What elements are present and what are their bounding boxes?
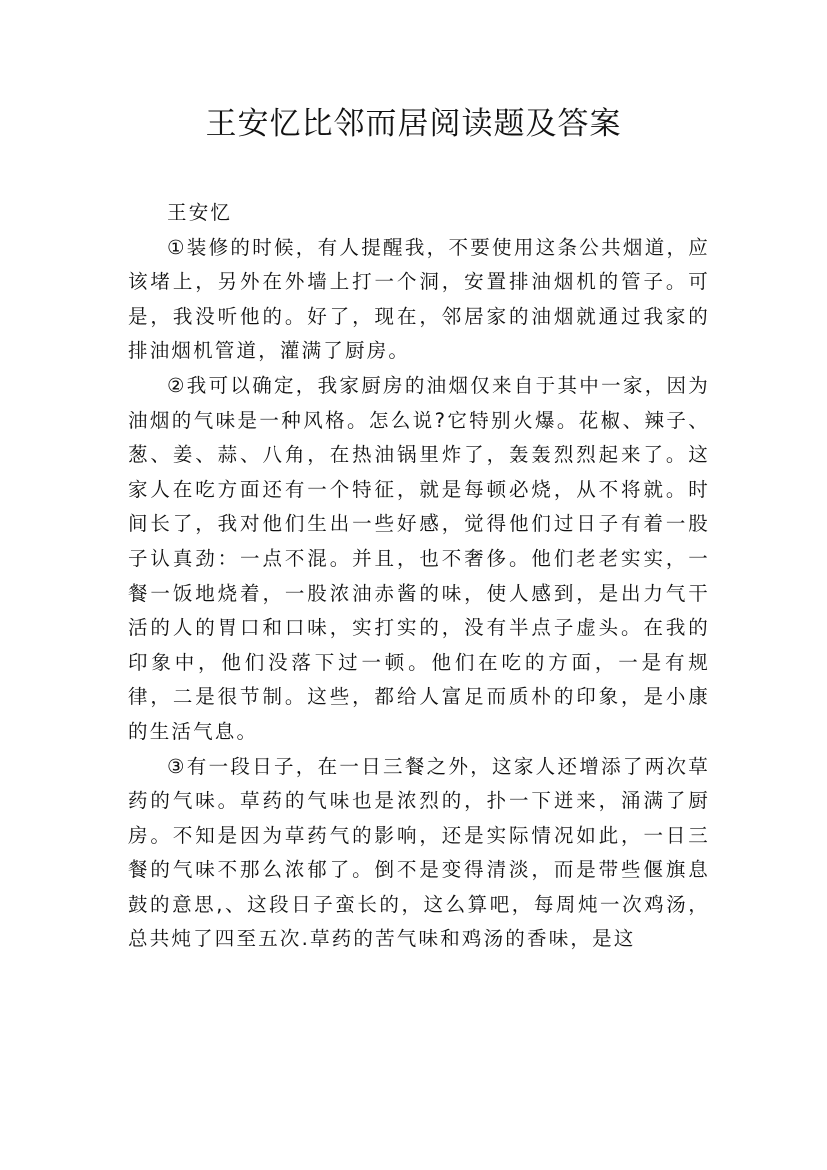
document-title: 王安忆比邻而居阅读题及答案	[205, 106, 622, 142]
paragraph-3: ③有一段日子，在一日三餐之外，这家人还增添了两次草药的气味。草药的气味也是浓烈的，扑一下迸来，涌满了厨房。不知是因为草药气的影响，还是实际情况如此，一日三餐的气味不那么浓郁了。倒不是变得清淡，而是带些偃旗息鼓的意思,、这段日子蛮长的，这么算吧，每周炖一次鸡汤，总共炖了四至五次.草药的苦气味和鸡汤的香味，是这	[128, 754, 710, 951]
paragraph-2: ②我可以确定，我家厨房的油烟仅来自于其中一家，因为油烟的气味是一种风格。怎么说?它特别火爆。花椒、辣子、葱、姜、蒜、八角，在热油锅里炸了，轰轰烈烈起来了。这家人在吃方面还有一个特征，就是每顿必烧，从不将就。时间长了，我对他们生出一些好感，觉得他们过日子有着一股子认真劲：一点不混。并且，也不奢侈。他们老老实实，一餐一饭地烧着，一股浓油赤酱的味，使人感到，是出力气干活的人的胃口和口味，实打实的，没有半点子虚头。在我的印象中，他们没落下过一顿。他们在吃的方面，一是有规律，二是很节制。这些，都给人富足而质朴的印象，是小康的生活气息。	[128, 373, 710, 743]
paragraph-1: ①装修的时候，有人提醒我，不要使用这条公共烟道，应该堵上，另外在外墙上打一个洞，安置排油烟机的管子。可是，我没听他的。好了，现在，邻居家的油烟就通过我家的排油烟机管道，灌满了厨房。	[128, 235, 710, 363]
author-line: 王安忆	[167, 201, 233, 224]
article-body	[128, 196, 710, 957]
